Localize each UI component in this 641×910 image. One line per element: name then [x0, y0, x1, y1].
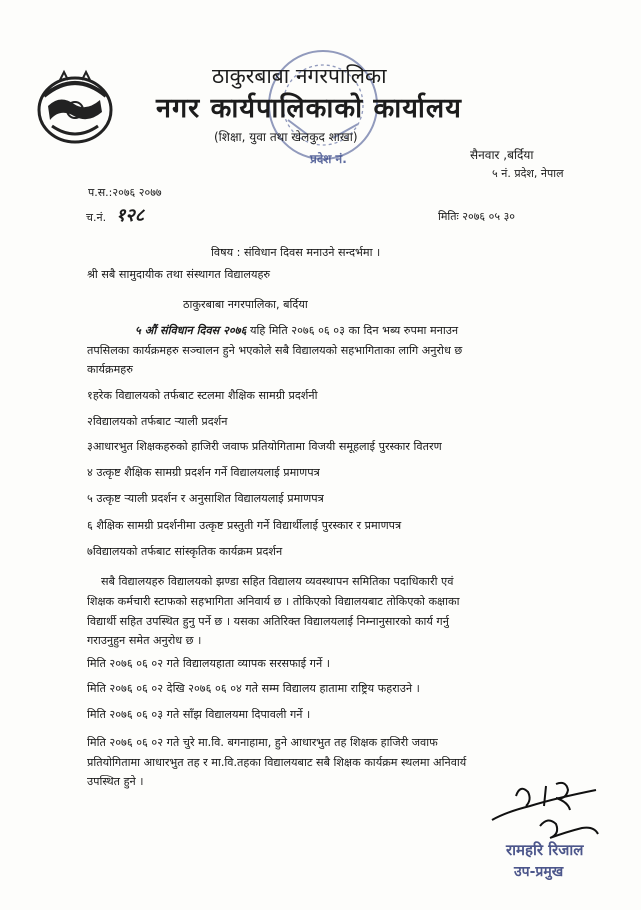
nepal-emblem-logo	[30, 66, 120, 150]
intro-rest: यहि मिति २०७६ ०६ ०३ का दिन भब्य रुपमा मनाउन	[249, 324, 459, 337]
stamp-overlay-text: प्रदेश नं.	[310, 152, 347, 166]
paragraph-line: मिति २०७६ ०६ ०२ गते चुरे मा.वि. बगनाहामा, हुने आधारभुत तह शिक्षक हाजिरी जवाफ	[87, 736, 438, 749]
section-name: (शिक्षा, युवा तथा खेलकुद शाखा)	[214, 130, 358, 144]
signer-title-stamp: उप-प्रमुख	[514, 864, 564, 880]
chalani-label: च.नं.	[86, 211, 107, 224]
list-item: ७विद्यालयको तर्फबाट सांस्कृतिक कार्यक्रम प्रदर्शन	[87, 545, 283, 558]
address-line1: सैनवार ,बर्दिया	[470, 148, 534, 162]
paragraph-line: गराउनुहुन समेत अनुरोध छ ।	[87, 634, 202, 647]
list-item: ६ शैक्षिक सामग्री प्रदर्शनीमा उत्कृष्ट प्रस्तुती गर्ने विद्यार्थीलाई पुरस्कार र प्रमाणपत्र	[87, 519, 402, 532]
address-line2: ५ नं. प्रदेश, नेपाल	[492, 167, 564, 180]
list-item: १हरेक विद्यालयको तर्फबाट स्टलमा शैक्षिक सामग्री प्रदर्शनी	[87, 389, 318, 402]
patra-sankhya: प.स.:२०७६ २०७७	[88, 186, 162, 199]
office-title: नगर कार्यपालिकाको कार्यालय	[156, 93, 462, 124]
addressee-line1: श्री सबै सामुदायीक तथा संस्थागत विद्यालयहरु	[87, 268, 271, 281]
intro-line3: कार्यक्रमहरु	[87, 363, 133, 376]
municipality-name: ठाकुरबाबा नगरपालिका	[212, 64, 387, 88]
addressee-line2: ठाकुरबाबा नगरपालिका, बर्दिया	[183, 298, 308, 311]
list-item: ५ उत्कृष्ट र्‍याली प्रदर्शन र अनुसाशित विद्यालयलाई प्रमाणपत्र	[87, 492, 324, 505]
note-line: मिति २०७६ ०६ ०२ देखि २०७६ ०६ ०४ गते सम्म विद्यालय हातामा राष्ट्रिय फहराउने ।	[87, 682, 420, 695]
intro-emphasis: ५ औं संविधान दिवस २०७६	[135, 324, 247, 337]
letter-date: मितिः २०७६ ०५ ३०	[438, 210, 516, 223]
subject-line: विषय : संविधान दिवस मनाउने सन्दर्भमा ।	[211, 246, 381, 259]
note-line: मिति २०७६ ०६ ०२ गते विद्यालयहाता व्यापक सरसफाई गर्ने ।	[87, 657, 330, 670]
signer-name-stamp: रामहरि रिजाल	[506, 841, 584, 859]
note-line: मिति २०७६ ०६ ०३ गते साँझ विद्यालयमा दिपावली गर्ने ।	[87, 708, 311, 721]
list-item: ३आधारभुत शिक्षकहरुको हाजिरी जवाफ प्रतियोगितामा विजयी समूहलाई पुरस्कार वितरण	[87, 440, 442, 453]
paragraph-line: विद्यार्थी सहित उपस्थित हुनु पर्ने छ । यसका अतिरिक्त विद्यालयलाई निम्नानुसारको कार्य गर्नु	[87, 615, 449, 628]
list-item: २विद्यालयको तर्फबाट र्‍याली प्रदर्शन	[87, 415, 228, 428]
paragraph-line: प्रतियोगितामा आधारभुत तह र मा.वि.तहका विद्यालयबाट सबै शिक्षक कार्यक्रम स्थलमा अनिवार्य	[87, 756, 467, 769]
intro-line1	[135, 323, 458, 338]
intro-line2: तपसिलका कार्यक्रमहरु सञ्चालन हुने भएकोले सबै विद्यालयको सहभागिताका लागि अनुरोध छ	[87, 344, 463, 357]
paragraph-line: सबै विद्यालयहरु विद्यालयको झण्डा सहित विद्यालय व्यवस्थापन समितिका पदाधिकारी एवं	[101, 575, 454, 588]
paragraph-line: उपस्थित हुने ।	[87, 775, 144, 788]
chalani-number-handwritten: १२८	[116, 205, 145, 226]
paragraph-line: शिक्षक कर्मचारी स्टाफको सहभागिता अनिवार्य छ । तोकिएको विद्यालयबाट तोकिएको कक्षाका	[87, 595, 460, 608]
list-item: ४ उत्कृष्ट शैक्षिक सामग्री प्रदर्शन गर्ने विद्यालयलाई प्रमाणपत्र	[87, 466, 320, 479]
